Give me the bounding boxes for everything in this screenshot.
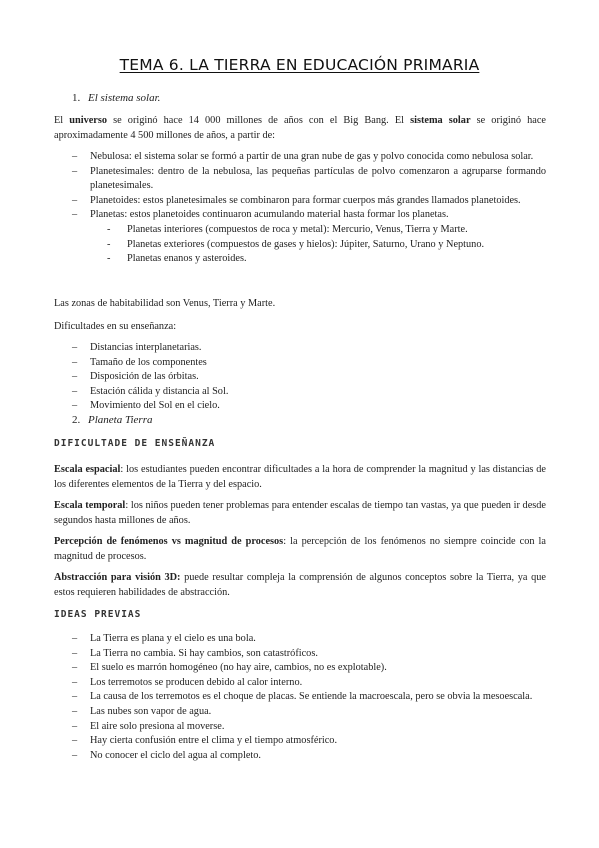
intro-paragraph	[54, 114, 546, 143]
list-item: – La causa de los terremotos es el choque de placas. Se entiende la macroescala, pero se obvia la mesoescala.	[72, 690, 546, 705]
intro-text: se originó hace 14 000 millones de años con el Big Bang. El	[107, 115, 411, 126]
list-item: – Las nubes son vapor de agua.	[72, 705, 546, 720]
scale-term: Abstracción para visión 3D:	[54, 572, 181, 583]
intro-term-solar-system: sistema solar	[410, 115, 471, 126]
page-title: TEMA 6. LA TIERRA EN EDUCACIÓN PRIMARIA	[119, 56, 480, 74]
habitability-paragraph: Las zonas de habitabilidad son Venus, Tierra y Marte.	[54, 298, 276, 309]
list-item: – La Tierra no cambia. Si hay cambios, son catastróficos.	[72, 647, 546, 662]
sublist-item: - Planetas enanos y asteroides.	[107, 252, 546, 267]
list-item: – Disposición de las órbitas.	[72, 370, 546, 385]
intro-term-universe: universo	[69, 115, 108, 126]
subheading-prior-ideas: IDEAS PREVIAS	[54, 609, 142, 620]
section-number: 1.	[72, 92, 81, 104]
list-item-text: Planetas: estos planetoides continuaron acumulando material hasta formar los planetas.	[90, 209, 449, 221]
list-item: – El aire solo presiona al moverse.	[72, 720, 546, 735]
subheading-difficulty: DIFICULTADE DE ENSEÑANZA	[54, 438, 216, 449]
list-item: – Hay cierta confusión entre el clima y el tiempo atmosférico.	[72, 734, 546, 749]
list-item	[72, 208, 546, 266]
scale-term: Percepción de fenómenos vs magnitud de procesos	[54, 536, 284, 547]
section-heading-solar-system	[72, 92, 160, 104]
list-item: – No conocer el ciclo del agua al completo.	[72, 749, 546, 764]
scale-paragraph-spatial	[54, 463, 546, 492]
intro-text: se originó hace aproximadamente 4 500 millones de años, a partir de:	[54, 115, 547, 141]
ideas-list	[72, 632, 546, 763]
formation-list	[72, 150, 546, 267]
list-item: – Estación cálida y distancia al Sol.	[72, 385, 546, 400]
planets-sublist	[90, 223, 546, 267]
list-item: – Tamaño de los componentes	[72, 356, 546, 371]
sublist-item: - Planetas interiores (compuestos de roca y metal): Mercurio, Venus, Tierra y Marte.	[107, 223, 546, 238]
scale-paragraph-abstraction	[54, 571, 546, 600]
scale-text: : la percepción de los fenómenos no siempre coincide con la magnitud de procesos.	[54, 536, 546, 562]
difficulties-list	[72, 341, 546, 414]
intro-text: El	[54, 115, 70, 126]
list-item: – El suelo es marrón homogéneo (no hay aire, cambios, no es explotable).	[72, 661, 546, 676]
section-label: El sistema solar.	[88, 92, 161, 104]
list-item: – Los terremotos se producen debido al calor interno.	[72, 676, 546, 691]
section-heading-planet-earth	[72, 414, 152, 426]
list-item: – La Tierra es plana y el cielo es una bola.	[72, 632, 546, 647]
list-item: – Distancias interplanetarias.	[72, 341, 546, 356]
list-item: – Planetesimales: dentro de la nebulosa, las pequeñas partículas de polvo comenzaron a agruparse formando planetesimales.	[72, 165, 546, 194]
sublist-item: - Planetas exteriores (compuestos de gases y hielos): Júpiter, Saturno, Urano y Neptuno.	[107, 238, 546, 253]
section-label: Planeta Tierra	[88, 414, 153, 426]
scale-paragraph-temporal	[54, 499, 546, 528]
list-item: – Nebulosa: el sistema solar se formó a partir de una gran nube de gas y polvo conocida como nebulosa solar.	[72, 150, 546, 165]
scale-term: Escala temporal	[54, 500, 126, 511]
section-number: 2.	[72, 414, 81, 426]
scale-paragraph-perception	[54, 535, 546, 564]
scale-text: puede resultar compleja la comprensión de algunos conceptos sobre la Tierra, ya que estos requieren habilidades de abstracción.	[54, 572, 546, 598]
scale-text: : los estudiantes pueden encontrar dificultades a la hora de comprender la magnitud y las distancias de los diferentes elementos de la Tierra y del espacio.	[54, 464, 546, 490]
list-item: – Movimiento del Sol en el cielo.	[72, 399, 546, 414]
list-item: – Planetoides: estos planetesimales se combinaron para formar cuerpos más grandes llamados planetoides.	[72, 194, 546, 209]
scale-term: Escala espacial	[54, 464, 121, 475]
scale-text: : los niños pueden tener problemas para entender escalas de tiempo tan vastas, ya que pueden ir desde segundos hasta millones de años.	[54, 500, 546, 526]
difficulties-label: Dificultades en su enseñanza:	[54, 321, 177, 332]
